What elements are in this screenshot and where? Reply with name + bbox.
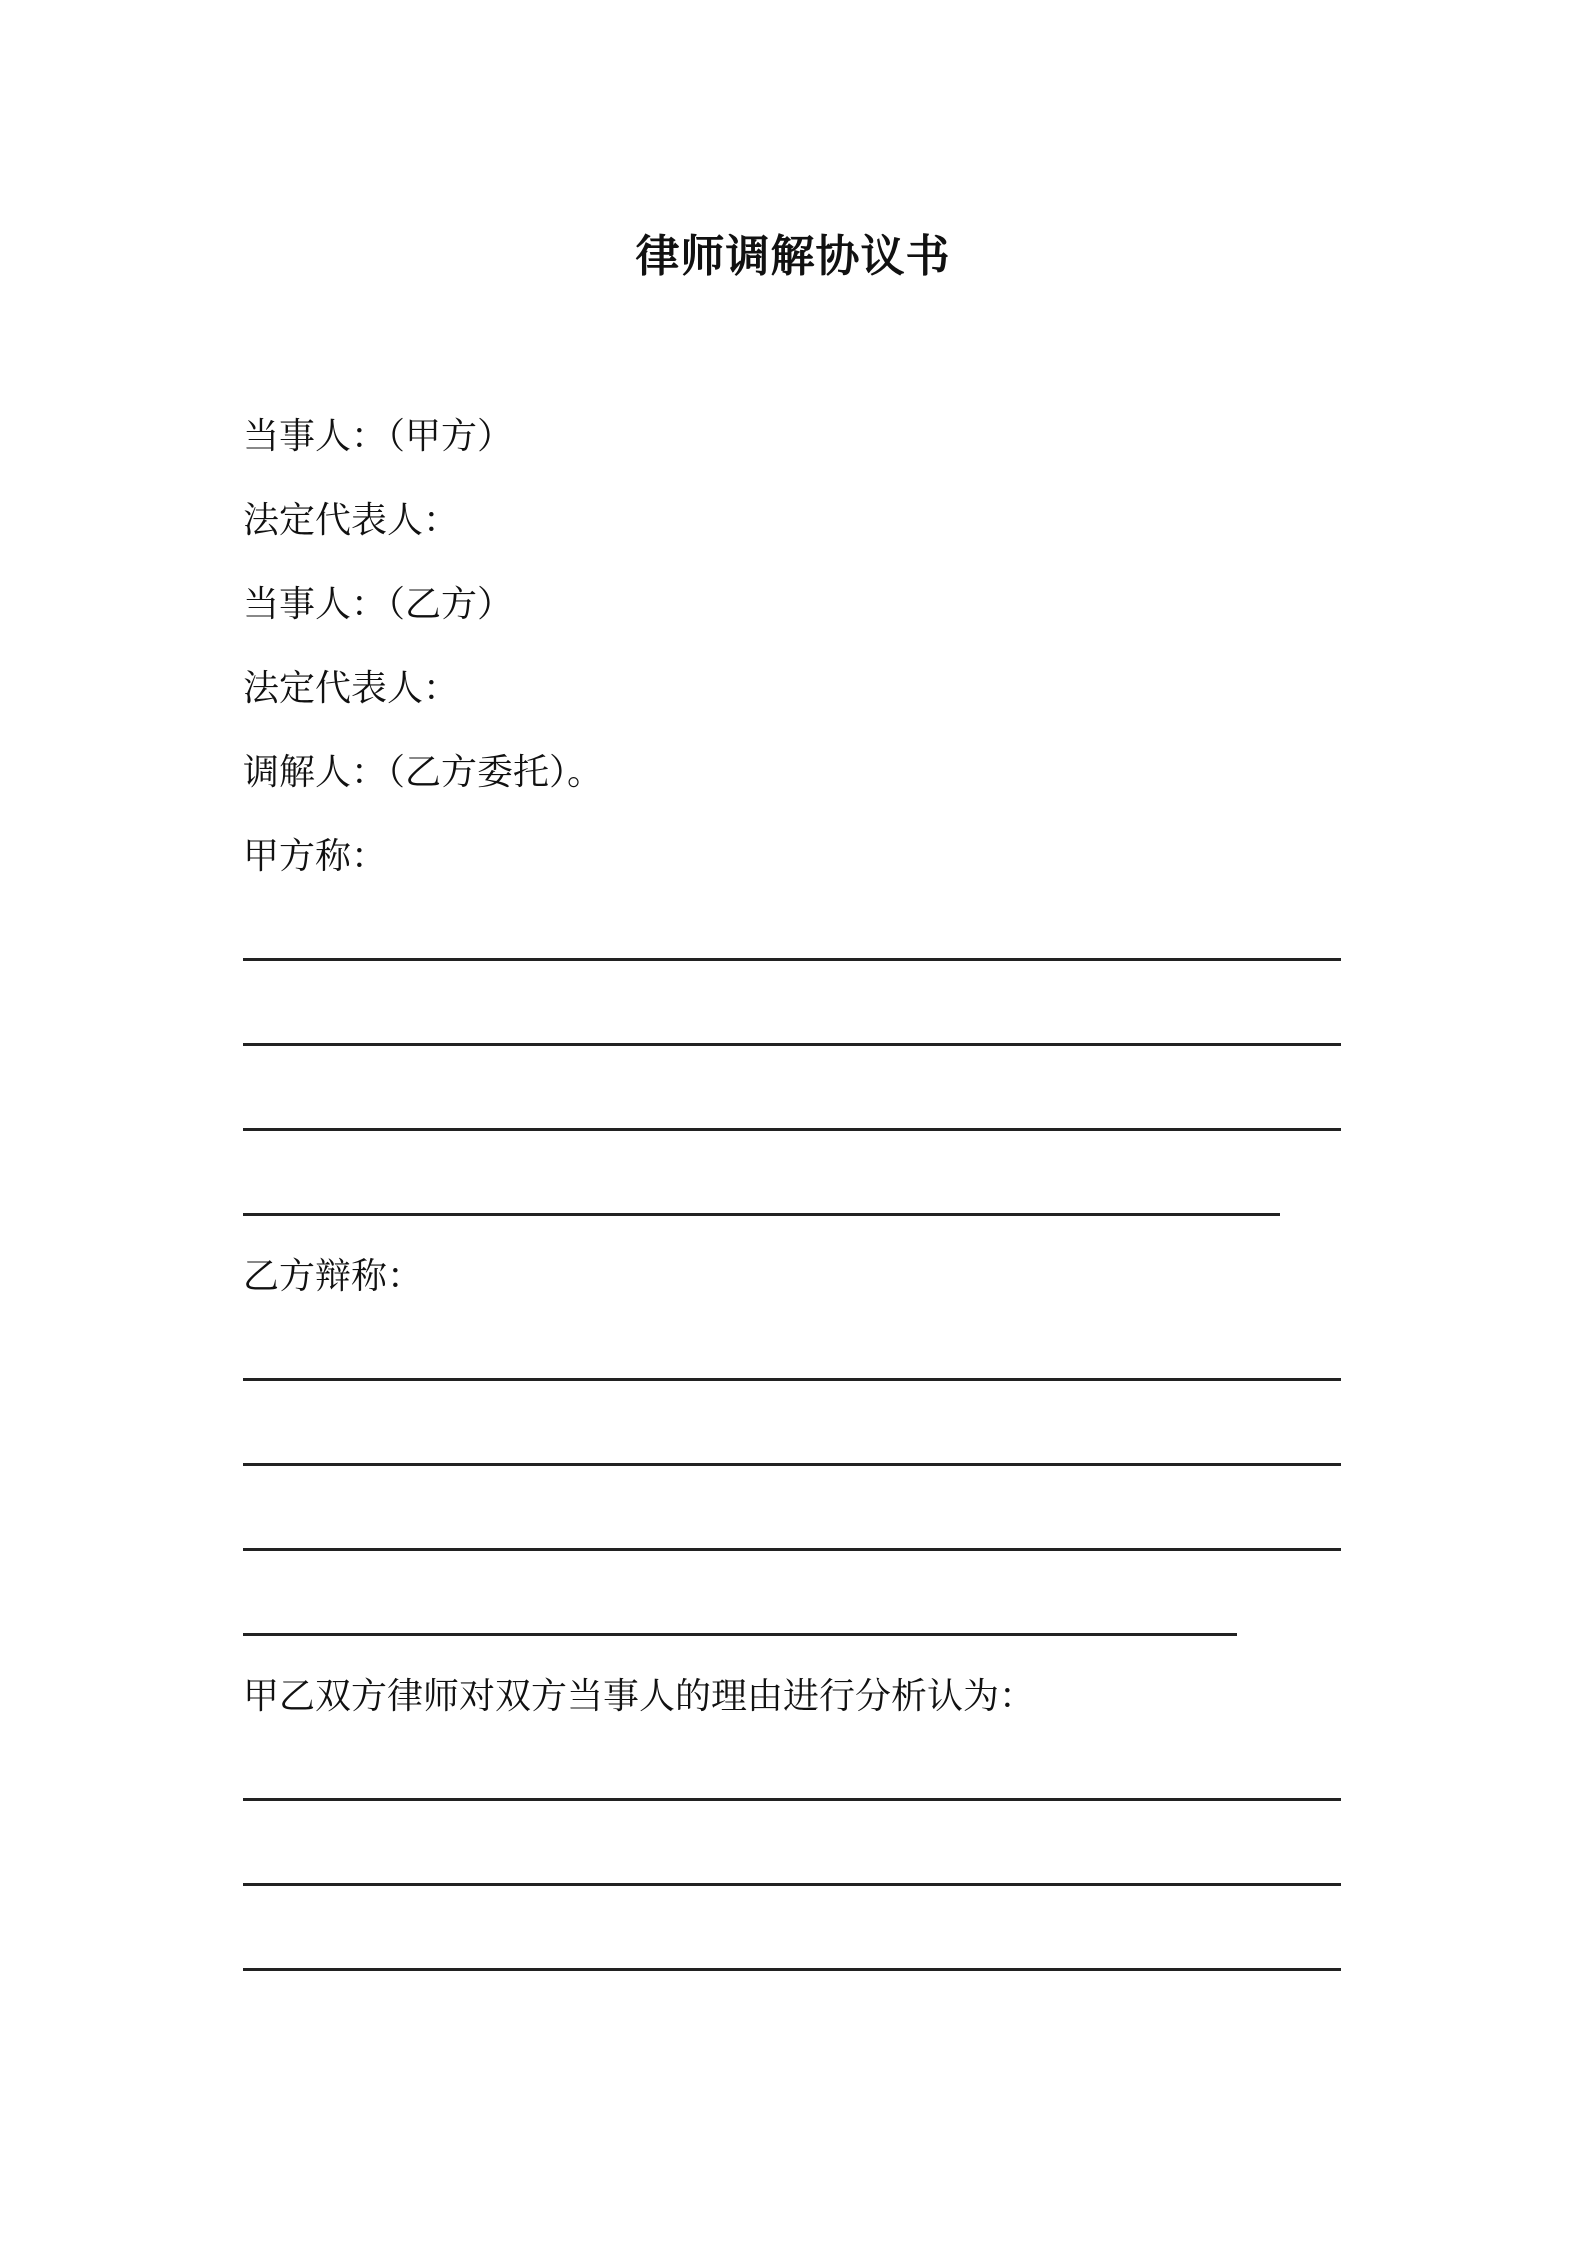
party-b-label: 当事人：（乙方） xyxy=(243,584,514,625)
party-a-claims-blank-line[interactable] xyxy=(243,958,1341,961)
document-title: 律师调解协议书 xyxy=(635,231,951,282)
party-b-defense-label: 乙方辩称： xyxy=(243,1256,424,1297)
party-b-defense-blank-line[interactable] xyxy=(243,1548,1341,1551)
party-a-claims-label: 甲方称： xyxy=(243,836,388,877)
analysis-blank-line[interactable] xyxy=(243,1798,1341,1801)
party-b-defense-blank-line[interactable] xyxy=(243,1633,1237,1636)
party-a-claims-blank-line[interactable] xyxy=(243,1213,1280,1216)
party-b-representative-label: 法定代表人： xyxy=(243,668,460,709)
analysis-blank-line[interactable] xyxy=(243,1883,1341,1886)
lawyers-analysis-label: 甲乙双方律师对双方当事人的理由进行分析认为： xyxy=(243,1676,1036,1717)
mediator-label: 调解人：（乙方委托）。 xyxy=(243,752,604,793)
party-a-claims-blank-line[interactable] xyxy=(243,1043,1341,1046)
party-a-representative-label: 法定代表人： xyxy=(243,500,460,541)
analysis-blank-line[interactable] xyxy=(243,1968,1341,1971)
party-b-defense-blank-line[interactable] xyxy=(243,1463,1341,1466)
party-b-defense-blank-line[interactable] xyxy=(243,1378,1341,1381)
party-a-label: 当事人：（甲方） xyxy=(243,416,514,457)
party-a-claims-blank-line[interactable] xyxy=(243,1128,1341,1131)
